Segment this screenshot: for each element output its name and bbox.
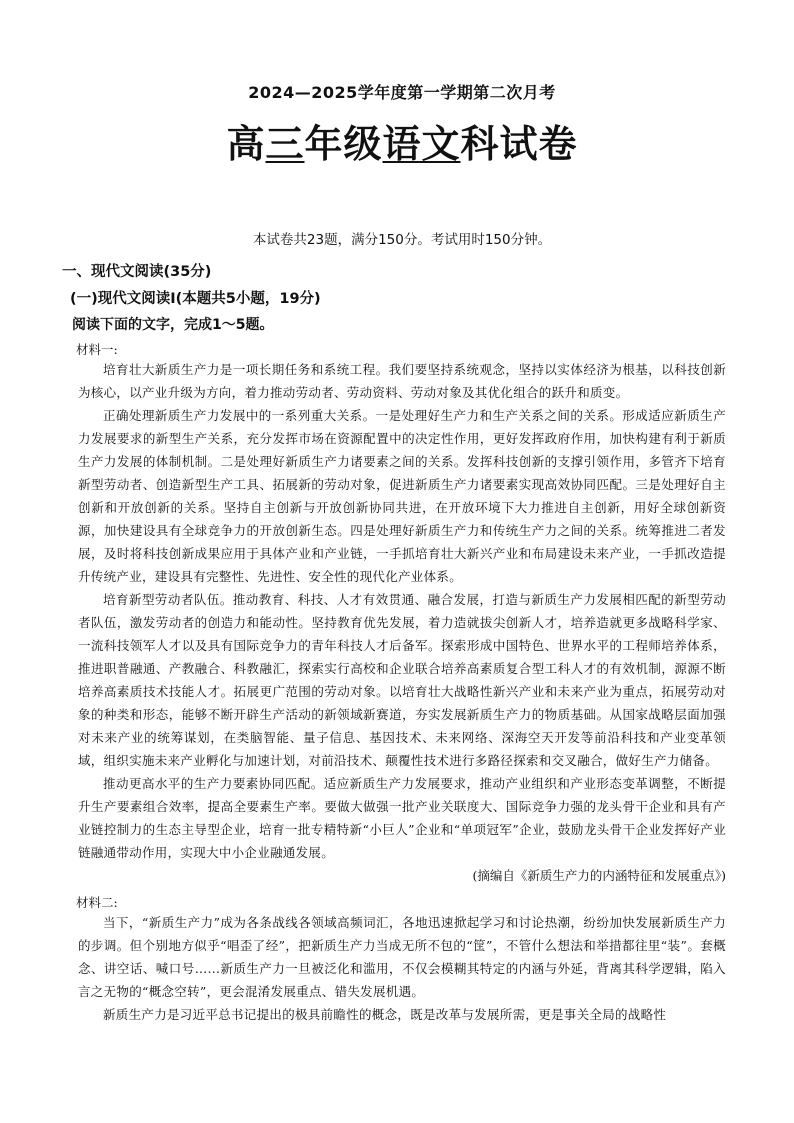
title-grade: 三 — [265, 122, 305, 166]
material2-paragraph: 新质生产力是习近平总书记提出的极具前瞻性的概念，既是改革与发展所需，更是事关全局的战略性 — [103, 1007, 667, 1022]
material1-paragraph: 培育壮大新质生产力是一项长期任务和系统工程。我们要坚持系统观念，坚持以实体经济为根基，以科技创新为核心，以产业升级为方向，着力推动劳动者、劳动资料、劳动对象及其优化组合的跃升和质变。 — [78, 362, 726, 400]
title-part-e: 科试卷 — [460, 122, 578, 166]
exam-info: 本试卷共23题，满分150分。考试用时150分钟。 — [252, 232, 552, 248]
material1-paragraph: 正确处理新质生产力发展中的一系列重大关系。一是处理好生产力和生产关系之间的关系。形成适应新质生产力发展要求的新型生产关系，充分发挥市场在资源配置中的决定性作用，更好发挥政府作用，加快构建有利于新质生产力发展的体制机制。二是处理好新质生产力诸要素之间的关系。发挥科技创新的支撑引领作用，多管齐下培育新型劳动者、创造新型生产工具、拓展新的劳动对象，促进新质生产力诸要素实现高效协同匹配。三是处理好自主创新和开放创新的关系。坚持自主创新与开放创新协同共进，在开放环境下大力推进自主创新，用好全球创新资源，加快建设具有全球竞争力的开放创新生态。四是处理好新质生产力和传统生产力之间的关系。统筹推进二者发展，及时将科技创新成果应用于具体产业和产业链，一手抓培育壮大新兴产业和布局建设未来产业，一手抓改造提升传统产业，建设具有完整性、先进性、安全性的现代化产业体系。 — [78, 408, 726, 584]
material2-paragraph: 当下，“新质生产力”成为各条战线各领域高频词汇，各地迅速掀起学习和讨论热潮，纷纷加快发展新质生产力的步调。但个别地方似乎“唱歪了经”，把新质生产力当成无所不包的“筐”，不管什么想法和举措都往里“装”。套概念、讲空话、喊口号……新质生产力一旦被泛化和滥用，不仅会模糊其特定的内涵与外延，背离其科学逻辑，陷入言之无物的“概念空转”，更会混淆发展重点、错失发展机遇。 — [78, 915, 726, 999]
title-part-a: 高 — [226, 122, 266, 166]
section-heading: 一、现代文阅读(35分) — [62, 264, 212, 280]
material1-paragraph: 推动更高水平的生产力要素协同匹配。适应新质生产力发展要求，推动产业组织和产业形态变革调整，不断提升生产要素组合效率，提高全要素生产率。要做大做强一批产业关联度大、国际竞争力强的龙头骨干企业和具有产业链控制力的生态主导型企业，培育一批专精特新“小巨人”企业和“单项冠军”企业，鼓励龙头骨干企业发挥好产业链融通带动作用，实现大中小企业融通发展。 — [78, 776, 726, 860]
exam-term: 2024—2025学年度第一学期第二次月考 — [248, 83, 556, 102]
material2-label: 材料二: — [76, 895, 118, 910]
material1-paragraph: 培育新型劳动者队伍。推动教育、科技、人才有效贯通、融合发展，打造与新质生产力发展相匹配的新型劳动者队伍，激发劳动者的创造力和能动性。坚持教育优先发展，着力造就拔尖创新人才，培养造就更多战略科学家、一流科技领军人才以及具有国际竞争力的青年科技人才后备军。探索形成中国特色、世界水平的工程师培养体系，推进职普融通、产教融合、科教融汇，探索实行高校和企业联合培养高素质复合型工科人才的有效机制，源源不断培养高素质技术技能人才。拓展更广范围的劳动对象。以培育壮大战略性新兴产业和未来产业为重点，拓展劳动对象的种类和形态，能够不断开辟生产活动的新领域新赛道，夯实发展新质生产力的物质基础。从国家战略层面加强对未来产业的统筹谋划，在类脑智能、量子信息、基因技术、未来网络、深海空天开发等前沿科技和产业变革领域，组织实施未来产业孵化与加速计划，对前沿技术、颠覆性技术进行多路径探索和交叉融合，做好生产力储备。 — [78, 592, 726, 768]
exam-title — [78, 113, 726, 168]
title-subject: 语文 — [382, 122, 461, 166]
title-part-c: 年级 — [304, 122, 383, 166]
subsection-heading: (一)现代文阅读Ⅰ(本题共5小题，19分) — [70, 291, 321, 307]
reading-instruction: 阅读下面的文字，完成1～5题。 — [72, 317, 274, 333]
material1-label: 材料一: — [76, 342, 118, 357]
material1-source: (摘编自《新质生产力的内涵特征和发展重点》) — [472, 868, 726, 883]
